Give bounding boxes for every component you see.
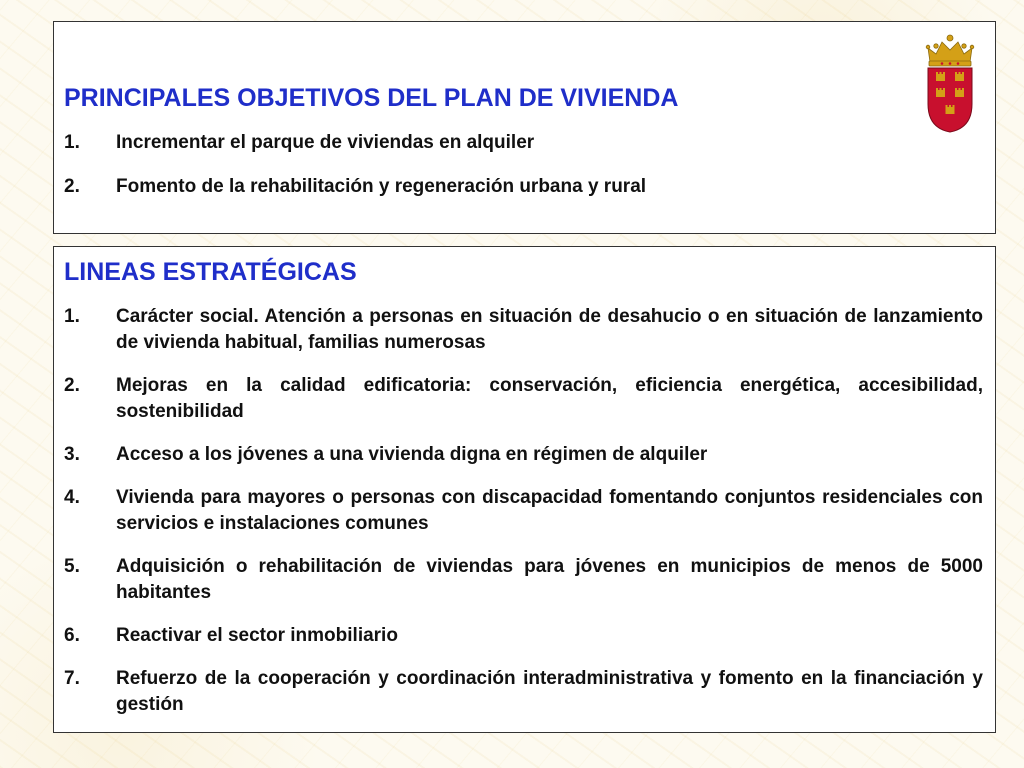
item-number: 5. <box>64 556 80 577</box>
list-item <box>64 623 983 649</box>
item-number: 6. <box>64 625 80 646</box>
list-item <box>64 304 983 356</box>
item-number: 4. <box>64 487 80 508</box>
item-text: Acceso a los jóvenes a una vivienda digna en régimen de alquiler <box>116 444 708 465</box>
coat-of-arms-icon <box>924 32 976 134</box>
item-text: Incrementar el parque de viviendas en alquiler <box>116 132 535 153</box>
item-text: Vivienda para mayores o personas con discapacidad fomentando conjuntos residenciales con servicios e instalaciones comunes <box>116 487 983 534</box>
list-item <box>64 554 983 606</box>
item-text: Adquisición o rehabilitación de viviendas para jóvenes en municipios de menos de 5000 habitantes <box>116 556 983 603</box>
objectives-title: PRINCIPALES OBJETIVOS DEL PLAN DE VIVIENDA <box>64 84 679 112</box>
list-item <box>64 485 983 537</box>
strategic-lines-panel <box>53 246 996 733</box>
item-number: 7. <box>64 668 80 689</box>
strategic-lines-title: LINEAS ESTRATÉGICAS <box>64 258 357 286</box>
item-number: 1. <box>64 306 80 327</box>
strategic-lines-list <box>64 304 983 718</box>
objectives-panel <box>53 21 996 234</box>
item-number: 2. <box>64 176 80 197</box>
item-text: Fomento de la rehabilitación y regeneración urbana y rural <box>116 176 647 197</box>
item-text: Reactivar el sector inmobiliario <box>116 625 398 646</box>
item-number: 2. <box>64 375 80 396</box>
item-number: 3. <box>64 444 80 465</box>
objectives-list <box>64 130 983 218</box>
list-item <box>64 130 983 156</box>
item-number: 1. <box>64 132 80 153</box>
list-item <box>64 373 983 425</box>
list-item <box>64 174 983 200</box>
item-text: Carácter social. Atención a personas en situación de desahucio o en situación de lanzamiento de vivienda habitual, familias numerosas <box>116 306 983 353</box>
item-text: Refuerzo de la cooperación y coordinación interadministrativa y fomento en la financiación y gestión <box>116 668 983 715</box>
item-text: Mejoras en la calidad edificatoria: conservación, eficiencia energética, accesibilidad, sostenibilidad <box>116 375 983 422</box>
list-item <box>64 442 983 468</box>
list-item <box>64 666 983 718</box>
